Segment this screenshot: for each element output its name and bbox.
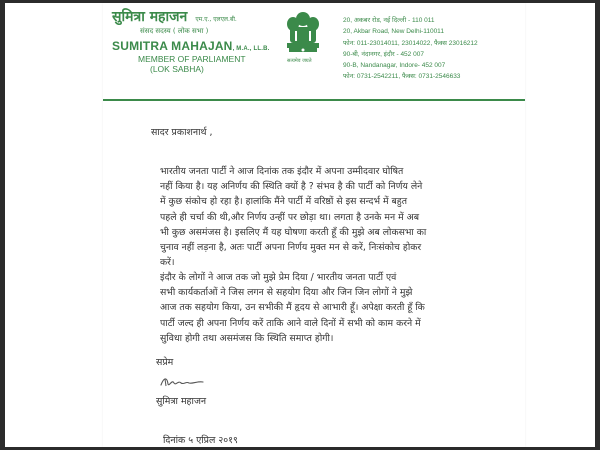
name-english-row xyxy=(112,39,282,53)
closing: सप्रेम xyxy=(156,357,174,368)
letter-page xyxy=(103,3,525,447)
signer-name: सुमित्रा महाजन xyxy=(156,396,207,407)
member-english: MEMBER OF PARLIAMENT xyxy=(138,54,246,64)
paragraph-2 xyxy=(160,270,480,346)
frame-border-left xyxy=(0,0,5,450)
paragraph-2-line: आज तक सहयोग किया, उन सभीकी मैं हृदय से आभारी हूँ। अपेक्षा करती हूँ कि xyxy=(160,302,425,314)
member-hindi: संसद सदस्य ( लोक सभा ) xyxy=(140,27,209,35)
name-english: SUMITRA MAHAJAN xyxy=(112,39,233,53)
paragraph-1-line: नहीं किया है। यह अनिर्णय की स्थिति क्यों है ? संभव है की पार्टी को निर्णय लेने xyxy=(160,181,423,193)
emblem-caption: सत्यमेव जयते xyxy=(287,58,312,64)
paragraph-1-line: भी कुछ असमंजस है। इसलिए मैं यह घोषणा करती हूँ की मुझे अब लोकसभा का xyxy=(160,226,427,238)
address-indore-english: 90-B, Nandanagar, Indore- 452 007 xyxy=(343,62,446,70)
paragraph-1-line: भारतीय जनता पार्टी ने आज दिनांक तक इंदौर में अपना उम्मीदवार घोषित xyxy=(160,166,404,177)
degree-hindi: एम.ए., एलएल.बी. xyxy=(195,16,237,23)
letter-date: दिनांक ५ एप्रिल २०१९ xyxy=(163,435,238,446)
letterhead-divider xyxy=(103,99,525,101)
name-hindi-row xyxy=(112,6,282,26)
address-delhi-english: 20, Akbar Road, New Delhi-110011 xyxy=(343,28,444,36)
paragraph-1 xyxy=(160,164,480,270)
paragraph-2-line: सुविधा होगी तथा असमंजस कि स्थिति समाप्त होगी। xyxy=(160,332,334,344)
degree-english: , M.A., LL.B. xyxy=(232,46,270,52)
paragraph-1-line: करें। xyxy=(160,257,175,269)
paragraph-1-line: में कुछ संकोच हो रहा है। हालांकि मैंने पार्टी में वरिष्ठों से इस सन्दर्भ में बहुत xyxy=(160,196,408,208)
salutation: सादर प्रकाशनार्थ , xyxy=(151,127,213,138)
paragraph-2-line: पार्टी जल्द ही अपना निर्णय करें ताकि आने वाले दिनों में सभी को काम करने में xyxy=(160,317,421,329)
letterhead-identity xyxy=(112,6,282,74)
paragraph-2-line: इंदौर के लोगों ने आज तक जो मुझे प्रेम दिया / भारतीय जनता पार्टी एवं xyxy=(160,272,397,283)
paragraph-2-line: सभी कार्यकर्ताओं ने जिस लगन से सहयोग दिया और जिन जिन लोगों ने मुझे xyxy=(160,287,413,299)
letterhead-addresses xyxy=(343,15,525,83)
handwritten-signature xyxy=(159,375,209,389)
frame-border-right xyxy=(595,0,600,450)
lok-sabha-english: (LOK SABHA) xyxy=(150,64,204,74)
address-indore-hindi: 90-बी, नंदानगर, इंदौर - 452 007 xyxy=(343,50,424,58)
phone-delhi: फोन: 011-23014011, 23014022, फैक्स 23016212 xyxy=(343,39,478,47)
phone-indore: फोन: 0731-2542211, फैक्स: 0731-2546633 xyxy=(343,73,461,81)
name-hindi: सुमित्रा महाजन xyxy=(112,9,188,25)
paragraph-1-line: चुनाव नहीं लड़ना है, अतः पार्टी अपना निर्णय मुक्त मन से करें, निःसंकोच होकर xyxy=(160,242,422,254)
paragraph-1-line: पहले ही चर्चा की थी,और निर्णय उन्हीं पर छोड़ा था। लगता है उनके मन में अब xyxy=(160,211,420,223)
address-delhi-hindi: 20, अकबर रोड, नई दिल्ली - 110 011 xyxy=(343,17,435,24)
national-emblem-icon xyxy=(281,9,325,65)
